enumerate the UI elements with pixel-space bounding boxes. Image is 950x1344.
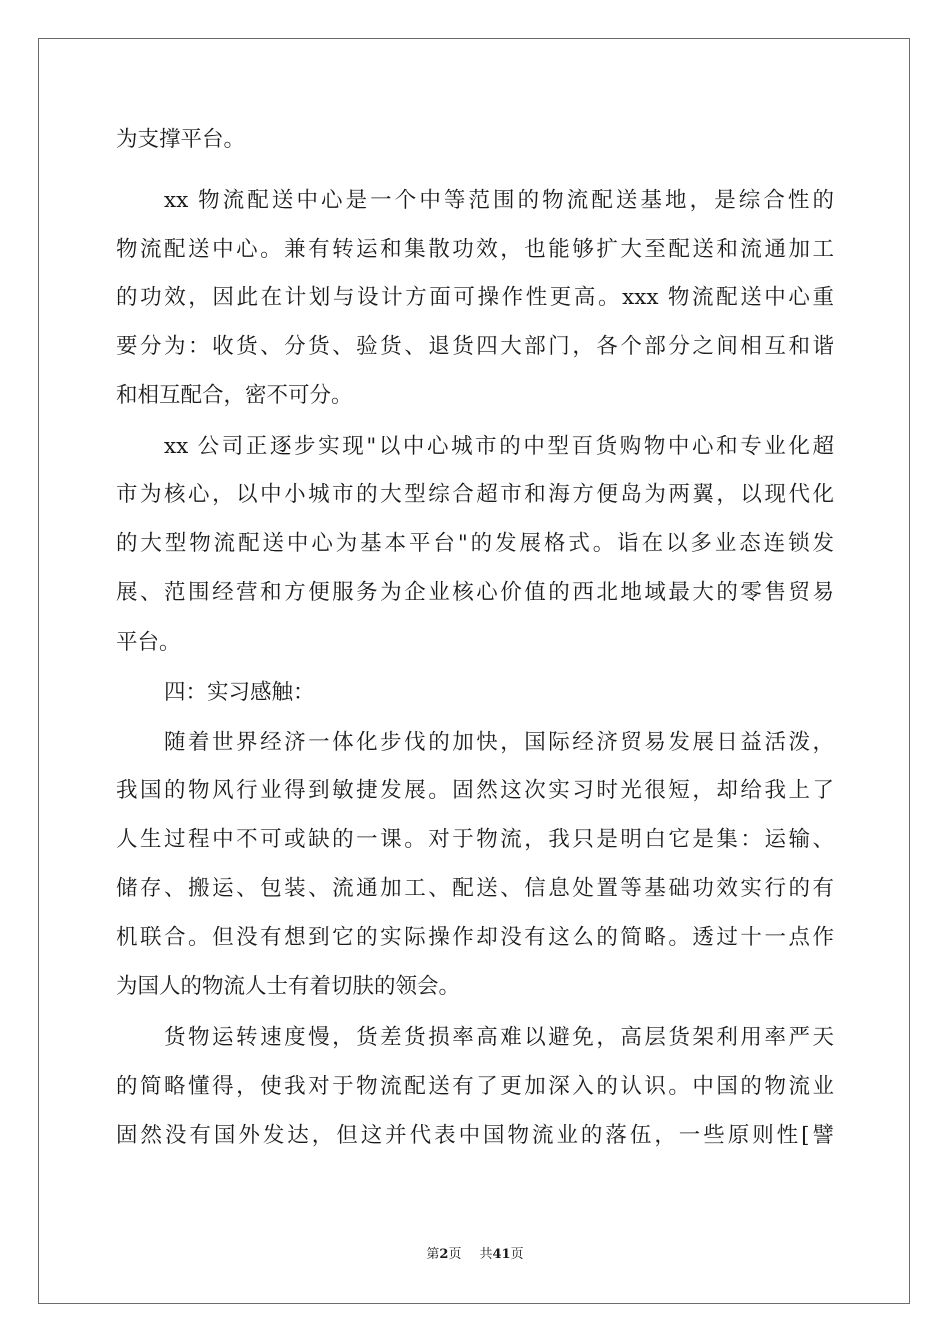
text-line: 储存、搬运、包装、流通加工、配送、信息处置等基础功效实行的有 bbox=[116, 876, 834, 901]
paragraph-first-line: 随着世界经济一体化步伐的加快，国际经济贸易发展日益活泼， bbox=[164, 730, 834, 755]
text-line: 物流配送中心。兼有转运和集散功效，也能够扩大至配送和流通加工 bbox=[116, 237, 834, 262]
text-line: 机联合。但没有想到它的实际操作却没有这么的简略。透过十一点作 bbox=[116, 925, 834, 950]
text-line: 人生过程中不可或缺的一课。对于物流，我只是明白它是集：运输、 bbox=[116, 827, 834, 852]
page-prefix: 第 bbox=[426, 1247, 440, 1262]
text-line: 固然没有国外发达，但这并代表中国物流业的落伍，一些原则性[譬 bbox=[116, 1123, 834, 1148]
text-line: 要分为：收货、分货、验货、退货四大部门，各个部分之间相互和谐 bbox=[116, 334, 834, 359]
total-suffix: 页 bbox=[510, 1247, 524, 1262]
page-border bbox=[38, 38, 910, 1304]
text-line: 平台。 bbox=[116, 630, 181, 655]
page-number: 2 bbox=[439, 1247, 449, 1262]
text-line: 的简略懂得，使我对于物流配送有了更加深入的认识。中国的物流业 bbox=[116, 1074, 834, 1099]
text-line: 我国的物风行业得到敏捷发展。固然这次实习时光很短，却给我上了 bbox=[116, 778, 834, 803]
paragraph-first-line: xx 物流配送中心是一个中等范围的物流配送基地，是综合性的 bbox=[164, 188, 834, 213]
text-line: 为支撑平台。 bbox=[116, 127, 246, 152]
text-line: 为国人的物流人士有着切肤的领会。 bbox=[116, 974, 461, 999]
total-pages: 41 bbox=[492, 1247, 511, 1262]
text-line: 的大型物流配送中心为基本平台"的发展格式。诣在以多业态连锁发 bbox=[116, 531, 834, 556]
total-prefix: 共 bbox=[479, 1247, 493, 1262]
text-line: 和相互配合，密不可分。 bbox=[116, 383, 353, 408]
text-line: 展、范围经营和方便服务为企业核心价值的西北地域最大的零售贸易 bbox=[116, 580, 834, 605]
section-heading: 四：实习感触： bbox=[164, 680, 315, 705]
paragraph-first-line: 货物运转速度慢，货差货损率高难以避免，高层货架利用率严天 bbox=[164, 1025, 834, 1050]
text-line: 市为核心，以中小城市的大型综合超市和海方便岛为两翼，以现代化 bbox=[116, 482, 834, 507]
page-footer bbox=[0, 1246, 950, 1264]
page-suffix: 页 bbox=[448, 1247, 462, 1262]
text-line: 的功效，因此在计划与设计方面可操作性更高。xxx 物流配送中心重 bbox=[116, 285, 834, 310]
paragraph-first-line: xx 公司正逐步实现"以中心城市的中型百货购物中心和专业化超 bbox=[164, 434, 834, 459]
